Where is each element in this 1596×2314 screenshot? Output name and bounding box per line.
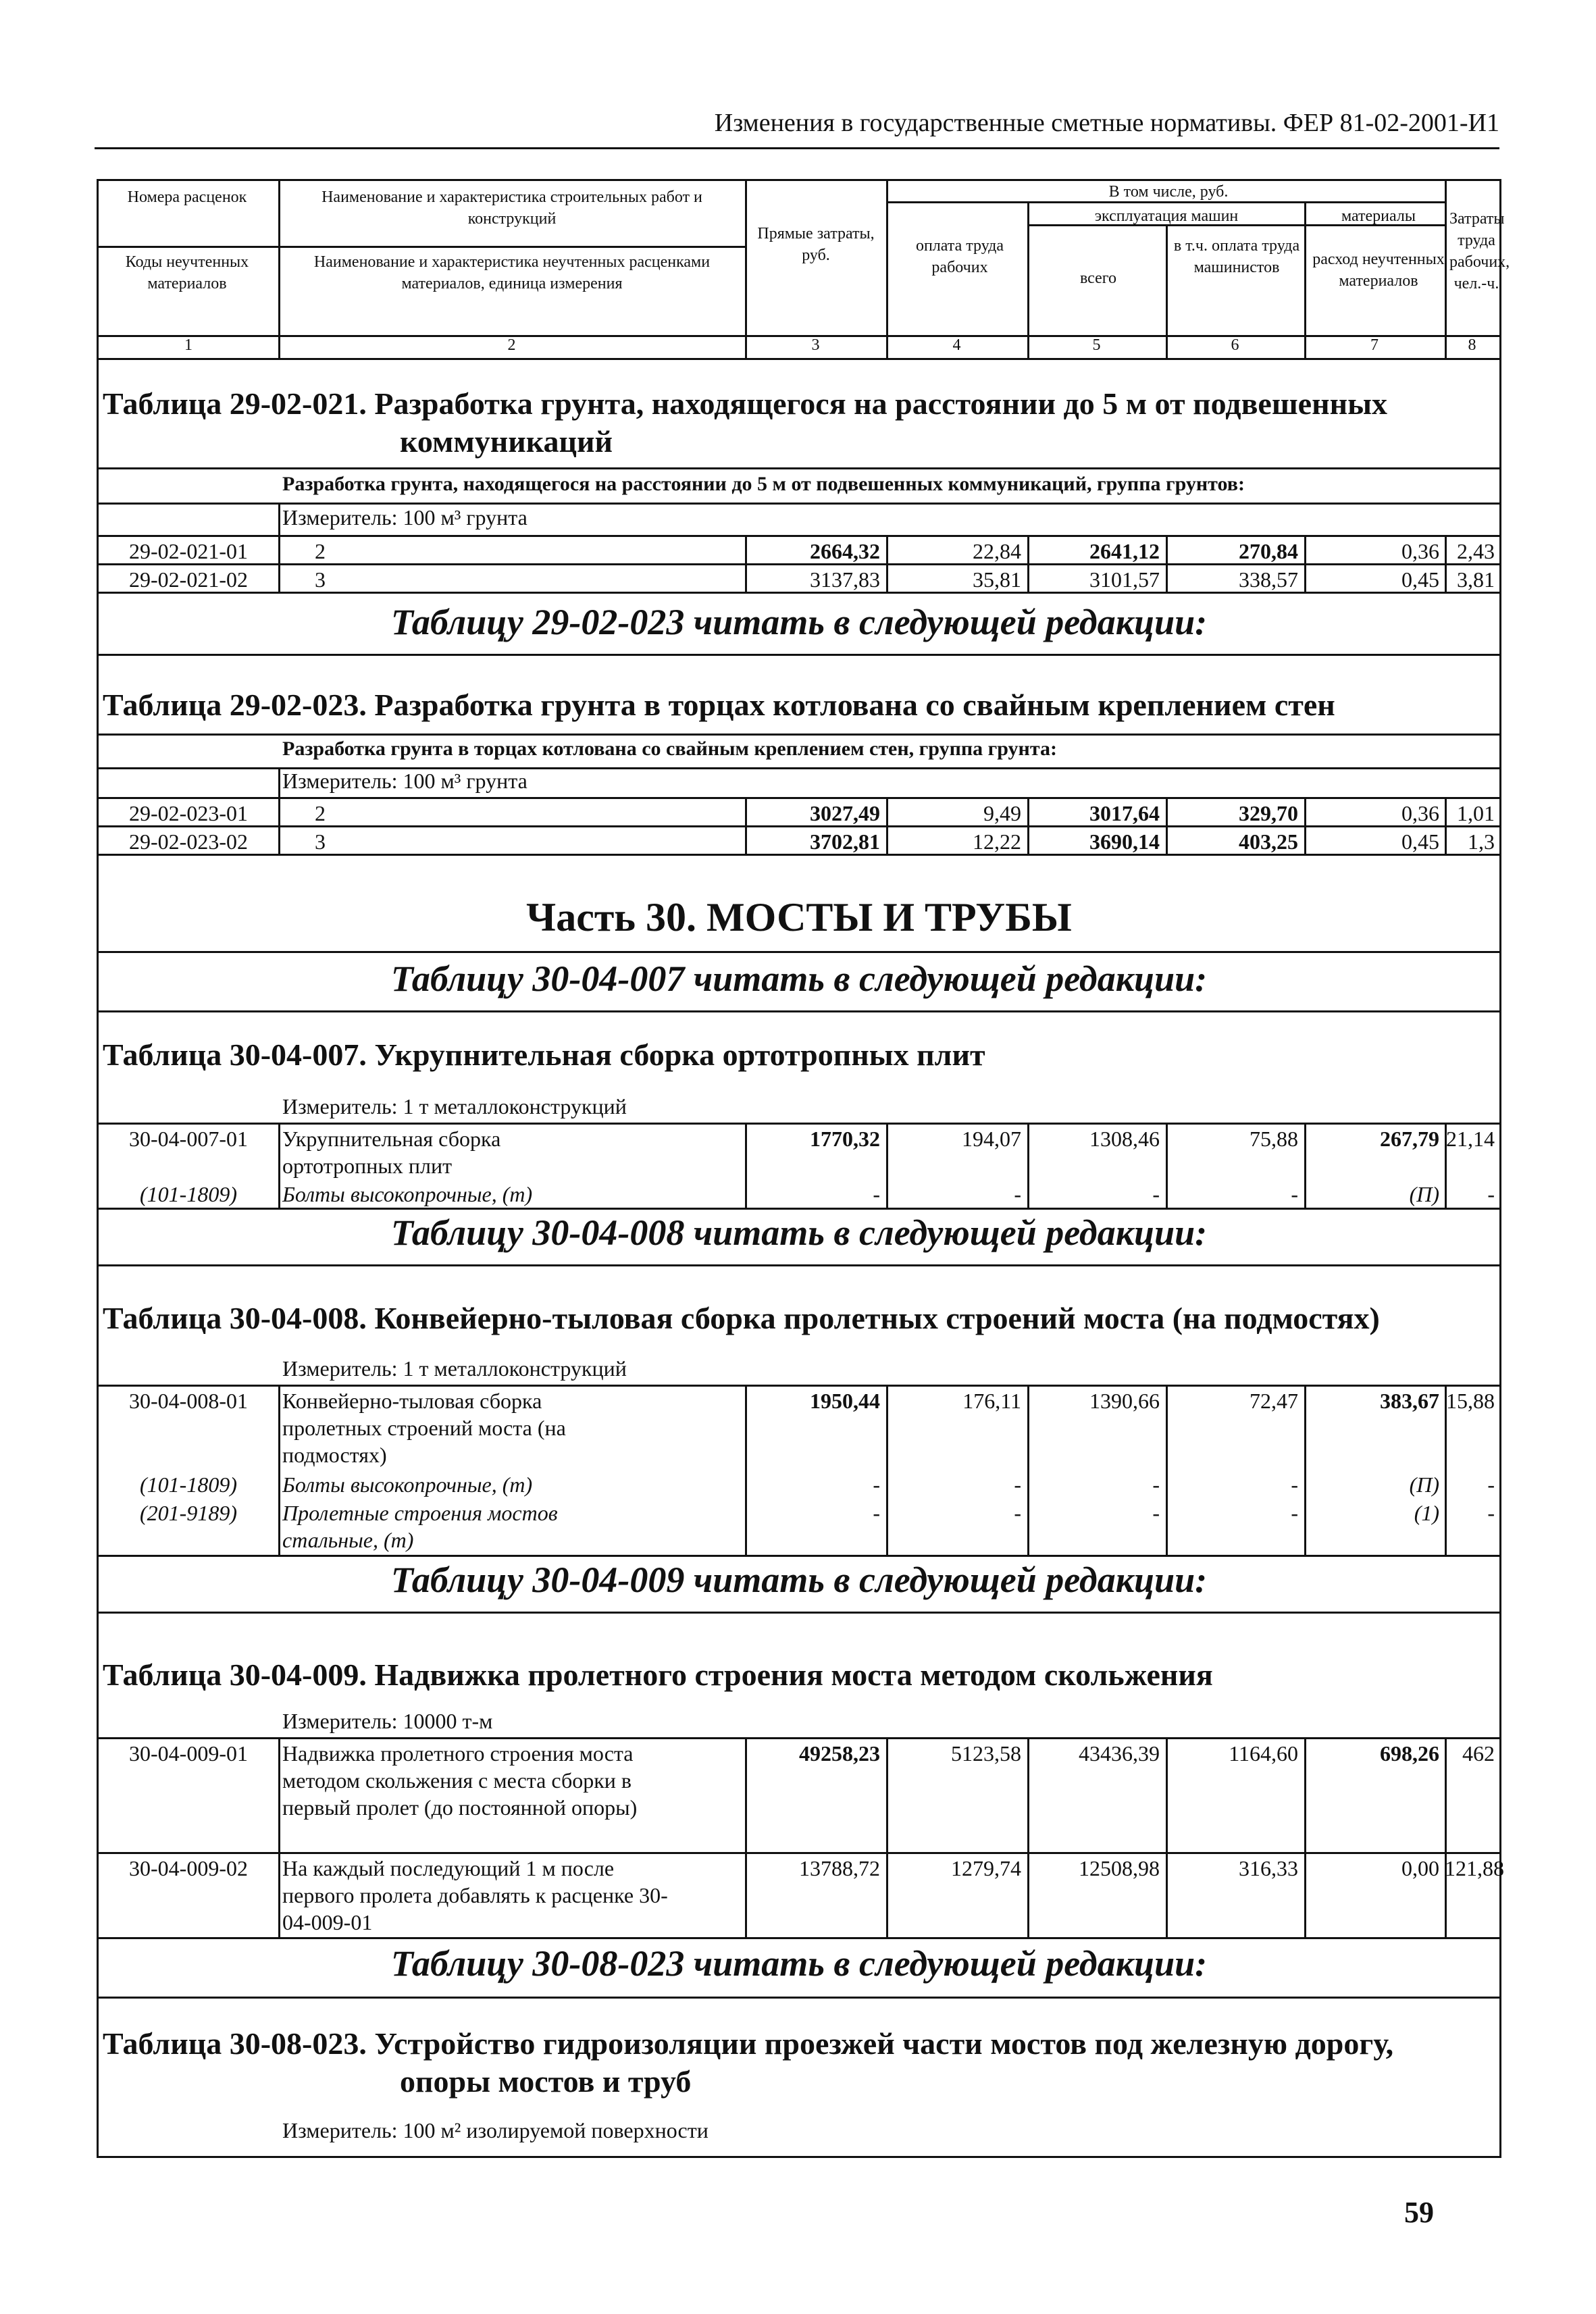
machines-total: 3017,64 (1089, 801, 1160, 825)
vrule (1304, 797, 1306, 854)
hdr-hline-bottom (99, 358, 1499, 360)
measure-unit: Измеритель: 100 м² изолируемой поверхности (282, 2118, 709, 2142)
col2-bottom-label: Наименование и характеристика неучтенных расценками материалов, единица измерения (313, 253, 711, 292)
measure-unit: Измеритель: 10000 т-м (282, 1709, 493, 1733)
material-code: (101-1809) (140, 1472, 237, 1497)
rule (99, 1010, 1499, 1012)
labor-pay: - (1014, 1501, 1021, 1525)
materials-use: 0,36 (1401, 539, 1439, 563)
rule (99, 503, 1499, 505)
vrule (1166, 535, 1168, 592)
table-row (99, 1852, 1504, 1937)
labor-hours: 121,88 (1445, 1856, 1504, 1880)
machines-total: 1390,66 (1089, 1389, 1160, 1413)
row-desc: 2 (315, 539, 326, 563)
table-row (99, 563, 1499, 592)
vrule (1445, 797, 1447, 854)
labor-hours: 3,81 (1457, 567, 1495, 592)
row-desc: Укрупнительная сборка ортотропных плит (282, 1127, 501, 1178)
materials-use: (1) (1414, 1501, 1439, 1525)
vrule (1304, 1123, 1306, 1208)
vrule (1166, 1737, 1168, 1937)
machines-total: - (1152, 1182, 1160, 1206)
labor-pay: - (1014, 1472, 1021, 1497)
machines-total: - (1152, 1501, 1160, 1525)
material-desc: Болты высокопрочные, (т) (282, 1472, 533, 1497)
table-title-30-08-023 (103, 2025, 1393, 2101)
vrule (745, 535, 747, 592)
materials-use: (П) (1409, 1182, 1439, 1206)
hdr-vline-3 (886, 181, 888, 358)
machines-total: 3690,14 (1089, 829, 1160, 854)
material-desc: Болты высокопрочные, (т) (282, 1182, 533, 1206)
vrule (1445, 1385, 1447, 1555)
subheading: Разработка грунта в торцах котлована со свайным креплением стен, группа грунта: (282, 738, 1057, 760)
table-row (99, 825, 1499, 854)
norms-frame (97, 179, 1510, 2158)
revision-banner: Таблицу 29-02-023 читать в следующей редакции: (390, 602, 1208, 642)
title-line-2: опоры мостов и труб (400, 2064, 692, 2099)
rate-code: 29-02-021-02 (129, 567, 248, 592)
direct-cost: 3702,81 (810, 829, 880, 854)
col-num-2: 2 (507, 336, 516, 354)
labor-pay: 35,81 (973, 567, 1021, 592)
title-line-1: Таблица 29-02-021. Разработка грунта, находящегося на расстоянии до 5 м от подвешенных (103, 386, 1388, 421)
direct-cost: - (873, 1501, 880, 1525)
hdr-hline-machines (1027, 224, 1446, 226)
col3-label: Прямые затраты, руб. (757, 225, 875, 264)
materials-use: 0,45 (1401, 567, 1439, 592)
material-code: (101-1809) (140, 1182, 237, 1206)
col-num-5: 5 (1092, 336, 1101, 354)
col7-label: расход неучтенных материалов (1312, 251, 1445, 290)
col6-label: в т.ч. оплата труда машинистов (1173, 237, 1300, 276)
vrule (1166, 797, 1168, 854)
materials-use: 383,67 (1380, 1389, 1439, 1413)
material-row (99, 1468, 1499, 1497)
hdr-hline-c12 (99, 246, 745, 248)
table-title-29-02-023: Таблица 29-02-023. Разработка грунта в торцах котлована со свайным креплением стен (103, 688, 1335, 722)
vrule (886, 1385, 888, 1555)
machines-label: эксплуатация машин (1094, 207, 1239, 225)
table-row (99, 1737, 1499, 1851)
labor-hours: - (1487, 1472, 1495, 1497)
labor-hours: 15,88 (1446, 1389, 1495, 1413)
materials-use: 0,36 (1401, 801, 1439, 825)
revision-banner: Таблицу 30-04-008 читать в следующей редакции: (390, 1212, 1208, 1253)
table-title-30-04-009: Таблица 30-04-009. Надвижка пролетного строения моста методом скольжения (103, 1657, 1213, 1692)
col5-label: всего (1079, 269, 1117, 287)
materials-use: 267,79 (1380, 1127, 1439, 1151)
labor-hours: - (1487, 1501, 1495, 1525)
machinists-pay: 316,33 (1239, 1856, 1298, 1880)
rule (99, 1264, 1499, 1266)
rate-code: 30-04-008-01 (129, 1389, 248, 1413)
vrule (745, 1737, 747, 1937)
labor-pay: 176,11 (962, 1389, 1021, 1413)
hdr-vline-2 (745, 181, 747, 358)
measure-unit: Измеритель: 1 т металлоконструкций (282, 1094, 627, 1119)
rate-code: 29-02-021-01 (129, 539, 248, 563)
rule (99, 1555, 1499, 1557)
materials-label: материалы (1341, 207, 1416, 225)
col1-top-label: Номера расценок (127, 188, 247, 206)
vrule (1304, 1737, 1306, 1937)
machinists-pay: 338,57 (1239, 567, 1298, 592)
revision-banner: Таблицу 30-08-023 читать в следующей редакции: (390, 1943, 1208, 1984)
rule (99, 854, 1499, 856)
machinists-pay: - (1291, 1182, 1298, 1206)
page-number: 59 (1404, 2196, 1434, 2229)
labor-pay: 5123,58 (951, 1741, 1021, 1766)
labor-pay: 1279,74 (951, 1856, 1021, 1880)
revision-banner: Таблицу 30-04-007 читать в следующей редакции: (390, 958, 1208, 999)
col-num-6: 6 (1231, 336, 1239, 354)
vrule (1445, 1737, 1447, 1937)
labor-hours: 462 (1462, 1741, 1495, 1766)
rule (99, 951, 1499, 953)
row-desc: На каждый последующий 1 м после первого пролета добавлять к расценке 30-04-009-01 (282, 1856, 668, 1934)
vrule (1027, 1737, 1029, 1937)
vrule (1027, 1123, 1029, 1208)
direct-cost: - (873, 1472, 880, 1497)
machines-total: 12508,98 (1079, 1856, 1160, 1880)
labor-hours: 1,01 (1457, 801, 1495, 825)
measure-unit: Измеритель: 100 м³ грунта (282, 505, 527, 530)
machines-total: 1308,46 (1089, 1127, 1160, 1151)
table-row (99, 1123, 1499, 1178)
direct-cost: 13788,72 (799, 1856, 880, 1880)
rule (99, 592, 1499, 594)
vrule (278, 767, 280, 854)
hdr-vline-7 (1445, 181, 1447, 358)
col2-top-label: Наименование и характеристика строительных работ и конструкций (321, 188, 702, 228)
title-line-1: Таблица 30-08-023. Устройство гидроизоляции проезжей части мостов под железную дорогу, (103, 2026, 1394, 2061)
rate-code: 30-04-007-01 (129, 1127, 248, 1151)
machinists-pay: 329,70 (1239, 801, 1298, 825)
rule (99, 467, 1499, 469)
material-row (99, 1178, 1499, 1206)
vrule (1304, 1385, 1306, 1555)
hdr-vline-1 (278, 181, 280, 358)
machines-total: - (1152, 1472, 1160, 1497)
vrule (278, 503, 280, 592)
col-num-4: 4 (952, 336, 961, 354)
col8-label: Затраты труда рабочих, чел.-ч. (1449, 210, 1510, 292)
measure-unit: Измеритель: 100 м³ грунта (282, 769, 527, 793)
col-num-3: 3 (811, 336, 820, 354)
rule (99, 1997, 1499, 1999)
vrule (1304, 535, 1306, 592)
vrule (1445, 535, 1447, 592)
rule (99, 654, 1499, 656)
vrule (278, 1737, 280, 1937)
machinists-pay: 75,88 (1250, 1127, 1298, 1151)
table-row (99, 797, 1499, 825)
vrule (278, 1385, 280, 1555)
labor-hours: 2,43 (1457, 539, 1495, 563)
machines-total: 3101,57 (1089, 567, 1160, 592)
row-desc: Конвейерно-тыловая сборка пролетных строений моста (на подмостях) (282, 1389, 566, 1467)
vrule (745, 1123, 747, 1208)
machinists-pay: 1164,60 (1229, 1741, 1298, 1766)
materials-use: 0,00 (1401, 1856, 1439, 1880)
labor-pay: 194,07 (962, 1127, 1021, 1151)
hdr-hline-incl (886, 201, 1447, 203)
revision-banner: Таблицу 30-04-009 читать в следующей редакции: (390, 1560, 1208, 1600)
direct-cost: 49258,23 (799, 1741, 880, 1766)
labor-pay: 12,22 (973, 829, 1021, 854)
col4-label: оплата труда рабочих (915, 237, 1004, 276)
part-title: Часть 30. МОСТЫ И ТРУБЫ (526, 895, 1072, 940)
labor-hours: 21,14 (1446, 1127, 1495, 1151)
machines-total: 43436,39 (1079, 1741, 1160, 1766)
direct-cost: 3027,49 (810, 801, 880, 825)
row-desc: 2 (315, 801, 326, 825)
col-num-7: 7 (1370, 336, 1379, 354)
table-title-30-04-008: Таблица 30-04-008. Конвейерно-тыловая сборка пролетных строений моста (на подмостях) (103, 1301, 1380, 1335)
direct-cost: 2664,32 (810, 539, 880, 563)
materials-use: (П) (1409, 1472, 1439, 1497)
vrule (1027, 1385, 1029, 1555)
machinists-pay: 403,25 (1239, 829, 1298, 854)
table-row (99, 535, 1499, 563)
labor-pay: 9,49 (983, 801, 1021, 825)
vrule (745, 797, 747, 854)
material-row (99, 1497, 1499, 1553)
vrule (1166, 1385, 1168, 1555)
vrule (886, 797, 888, 854)
rule (99, 1937, 1499, 1939)
col-num-1: 1 (184, 336, 192, 354)
vrule (1027, 535, 1029, 592)
machines-total: 2641,12 (1089, 539, 1160, 563)
incl-label: В том числе, руб. (1108, 183, 1229, 201)
vrule (1027, 797, 1029, 854)
vrule (1166, 1123, 1168, 1208)
machinists-pay: 72,47 (1250, 1389, 1298, 1413)
running-title: Изменения в государственные сметные нормативы. ФЕР 81-02-2001-И1 (95, 108, 1499, 149)
rule (99, 734, 1499, 736)
machinists-pay: - (1291, 1472, 1298, 1497)
materials-use: 698,26 (1380, 1741, 1439, 1766)
rate-code: 30-04-009-02 (129, 1856, 248, 1880)
material-code: (201-9189) (140, 1501, 237, 1525)
col1-bottom-label: Коды неучтенных материалов (125, 253, 249, 292)
material-desc: Пролетные строения мостов стальные, (т) (282, 1501, 558, 1552)
vrule (278, 1123, 280, 1208)
vrule (1445, 1123, 1447, 1208)
table-row (99, 1385, 1499, 1468)
direct-cost: 1950,44 (810, 1389, 880, 1413)
labor-hours: - (1487, 1182, 1495, 1206)
machinists-pay: - (1291, 1501, 1298, 1525)
direct-cost: 1770,32 (810, 1127, 880, 1151)
row-desc: 3 (315, 567, 326, 592)
rate-code: 29-02-023-01 (129, 801, 248, 825)
materials-use: 0,45 (1401, 829, 1439, 854)
labor-pay: 22,84 (973, 539, 1021, 563)
vrule (745, 1385, 747, 1555)
direct-cost: - (873, 1182, 880, 1206)
title-line-2: коммуникаций (400, 424, 613, 459)
table-title-30-04-007: Таблица 30-04-007. Укрупнительная сборка ортотропных плит (103, 1037, 985, 1072)
labor-pay: - (1014, 1182, 1021, 1206)
labor-hours: 1,3 (1468, 829, 1495, 854)
vrule (886, 535, 888, 592)
row-desc: Надвижка пролетного строения моста методом скольжения с места сборки в первый пролет (до постоянной опоры) (282, 1741, 638, 1820)
machinists-pay: 270,84 (1239, 539, 1298, 563)
rate-code: 30-04-009-01 (129, 1741, 248, 1766)
vrule (886, 1123, 888, 1208)
row-desc: 3 (315, 829, 326, 854)
rate-code: 29-02-023-02 (129, 829, 248, 854)
vrule (886, 1737, 888, 1937)
rule (99, 1612, 1499, 1614)
table-title-29-02-021 (103, 385, 1387, 461)
subheading: Разработка грунта, находящегося на расстоянии до 5 м от подвешенных коммуникаций, группа грунтов: (282, 473, 1245, 495)
rule (99, 1208, 1499, 1210)
col-num-8: 8 (1468, 336, 1476, 354)
measure-unit: Измеритель: 1 т металлоконструкций (282, 1356, 627, 1381)
direct-cost: 3137,83 (810, 567, 880, 592)
